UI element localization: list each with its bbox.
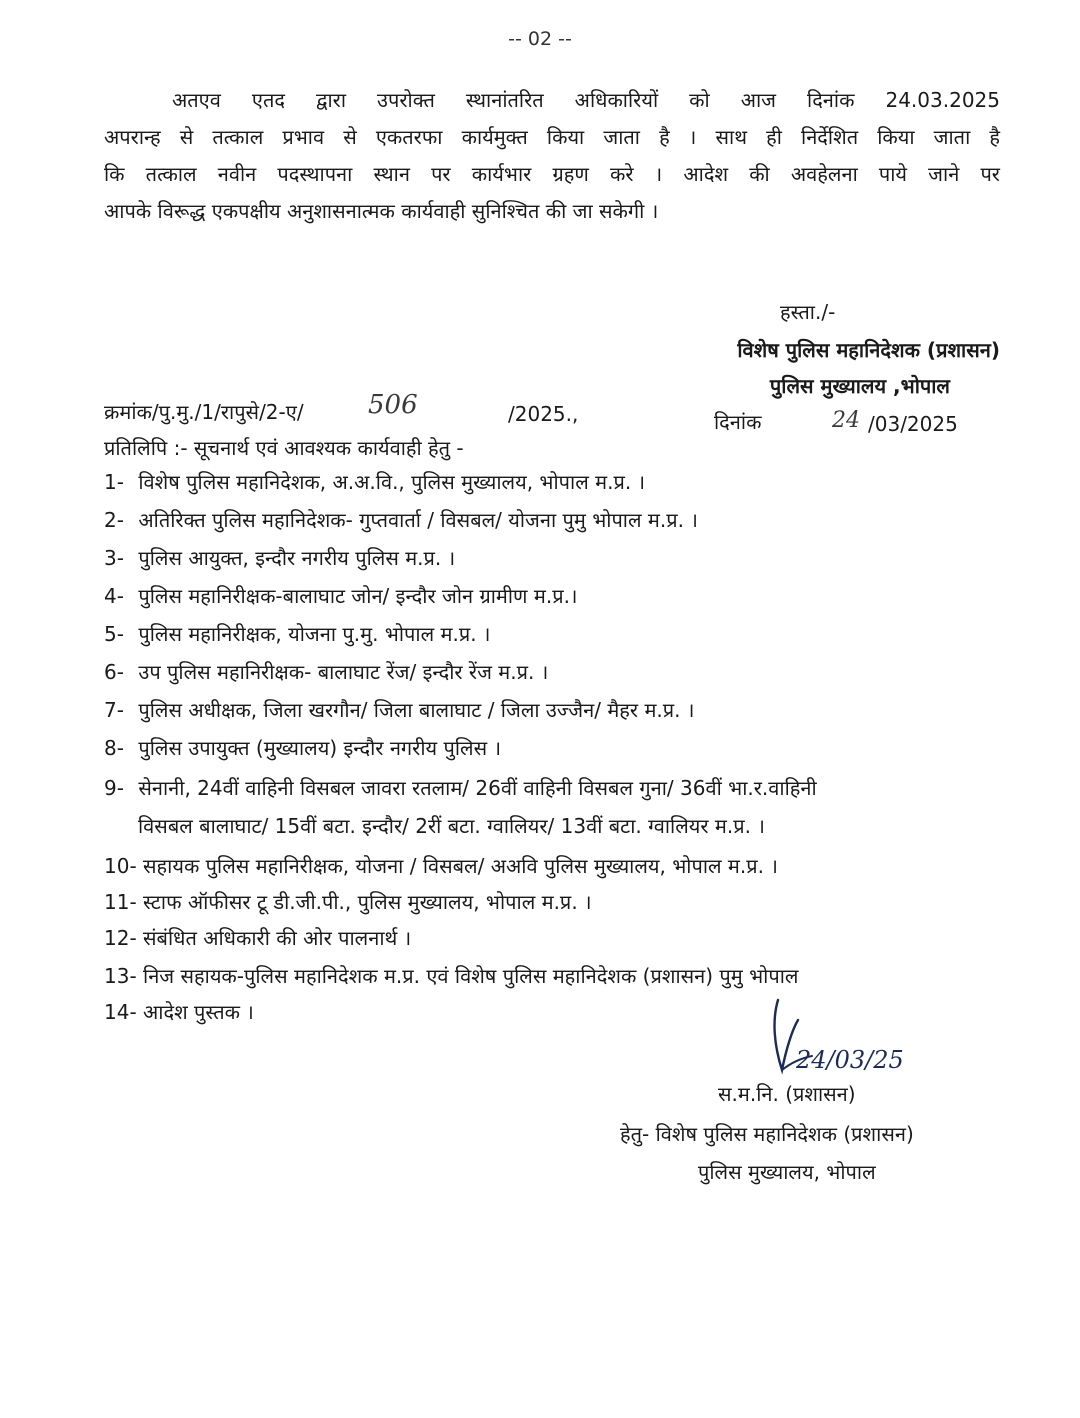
order-number-handwritten: 506 [368, 390, 418, 420]
handwritten-signature [762, 990, 932, 1090]
paragraph-line: अतएव एतद द्वारा उपरोक्त स्थानांतरित अधिकारियों को आज दिनांक 24.03.2025 [172, 88, 1000, 112]
bottom-office: पुलिस मुख्यालय, भोपाल [698, 1160, 876, 1184]
list-item: 10- सहायक पुलिस महानिरीक्षक, योजना / विसबल/ अअवि पुलिस मुख्यालय, भोपाल म.प्र. । [104, 854, 778, 878]
list-item: 7- पुलिस अधीक्षक, जिला खरगौन/ जिला बालाघाट / जिला उज्जैन/ मैहर म.प्र. । [104, 698, 695, 722]
paragraph-line: आपके विरूद्ध एकपक्षीय अनुशासनात्मक कार्यवाही सुनिश्चित की जा सकेगी । [104, 199, 659, 223]
list-item: 11- स्टाफ ऑफीसर टू डी.जी.पी., पुलिस मुख्यालय, भोपाल म.प्र. । [104, 890, 592, 914]
list-item: 14- आदेश पुस्तक । [104, 1000, 254, 1024]
signatory-designation: विशेष पुलिस महानिदेशक (प्रशासन) [737, 338, 1000, 362]
order-number-prefix: क्रमांक/पु.मु./1/रापुसे/2-ए/ [104, 400, 304, 424]
signatory-office: पुलिस मुख्यालय ,भोपाल [769, 374, 950, 398]
page-number: -- 02 -- [508, 28, 572, 50]
list-item: 6- उप पुलिस महानिरीक्षक- बालाघाट रेंज/ इन्दौर रेंज म.प्र. । [104, 660, 549, 684]
paragraph-line: कि तत्काल नवीन पदस्थापना स्थान पर कार्यभार ग्रहण करे । आदेश की अवहेलना पाये जाने पर [104, 162, 1000, 186]
list-item: 8- पुलिस उपायुक्त (मुख्यालय) इन्दौर नगरीय पुलिस । [104, 736, 502, 760]
list-item: 12- संबंधित अधिकारी की ओर पालनार्थ । [104, 926, 412, 950]
bottom-for-line: हेतु- विशेष पुलिस महानिदेशक (प्रशासन) [620, 1122, 914, 1146]
list-item: 1- विशेष पुलिस महानिदेशक, अ.अ.वि., पुलिस मुख्यालय, भोपाल म.प्र. । [104, 470, 646, 494]
list-item: 2- अतिरिक्त पुलिस महानिदेशक- गुप्तवार्ता / विसबल/ योजना पुमु भोपाल म.प्र. । [104, 508, 698, 532]
date-label: दिनांक [714, 410, 762, 434]
order-year: /2025., [508, 402, 579, 426]
list-item: 3- पुलिस आयुक्त, इन्दौर नगरीय पुलिस म.प्र. । [104, 546, 456, 570]
date-suffix: /03/2025 [868, 412, 958, 436]
list-item: 13- निज सहायक-पुलिस महानिदेशक म.प्र. एवं विशेष पुलिस महानिदेशक (प्रशासन) पुमु भोपाल [104, 964, 799, 988]
list-item-continuation: विसबल बालाघाट/ 15वीं बटा. इन्दौर/ 2रीं बटा. ग्वालियर/ 13वीं बटा. ग्वालियर म.प्र. । [138, 814, 765, 838]
list-item: 4- पुलिस महानिरीक्षक-बालाघाट जोन/ इन्दौर जोन ग्रामीण म.प्र.। [104, 584, 578, 608]
list-item: 9- सेनानी, 24वीं वाहिनी विसबल जावरा रतलाम/ 26वीं वाहिनी विसबल गुना/ 36वीं भा.र.वाहिनी [104, 776, 817, 800]
bottom-short-designation: स.म.नि. (प्रशासन) [718, 1082, 856, 1106]
list-item: 5- पुलिस महानिरीक्षक, योजना पु.मु. भोपाल म.प्र. । [104, 622, 491, 646]
paragraph-line: अपरान्ह से तत्काल प्रभाव से एकतरफा कार्यमुक्त किया जाता है । साथ ही निर्देशित किया जाता है [104, 125, 1000, 149]
signed-mark: हस्ता./- [780, 300, 836, 324]
date-handwritten: 24 [832, 408, 860, 433]
signature-date: 24/03/25 [796, 1046, 904, 1074]
main-paragraph [104, 82, 1000, 230]
copy-heading: प्रतिलिपि :- सूचनार्थ एवं आवश्यक कार्यवाही हेतु - [104, 436, 464, 460]
